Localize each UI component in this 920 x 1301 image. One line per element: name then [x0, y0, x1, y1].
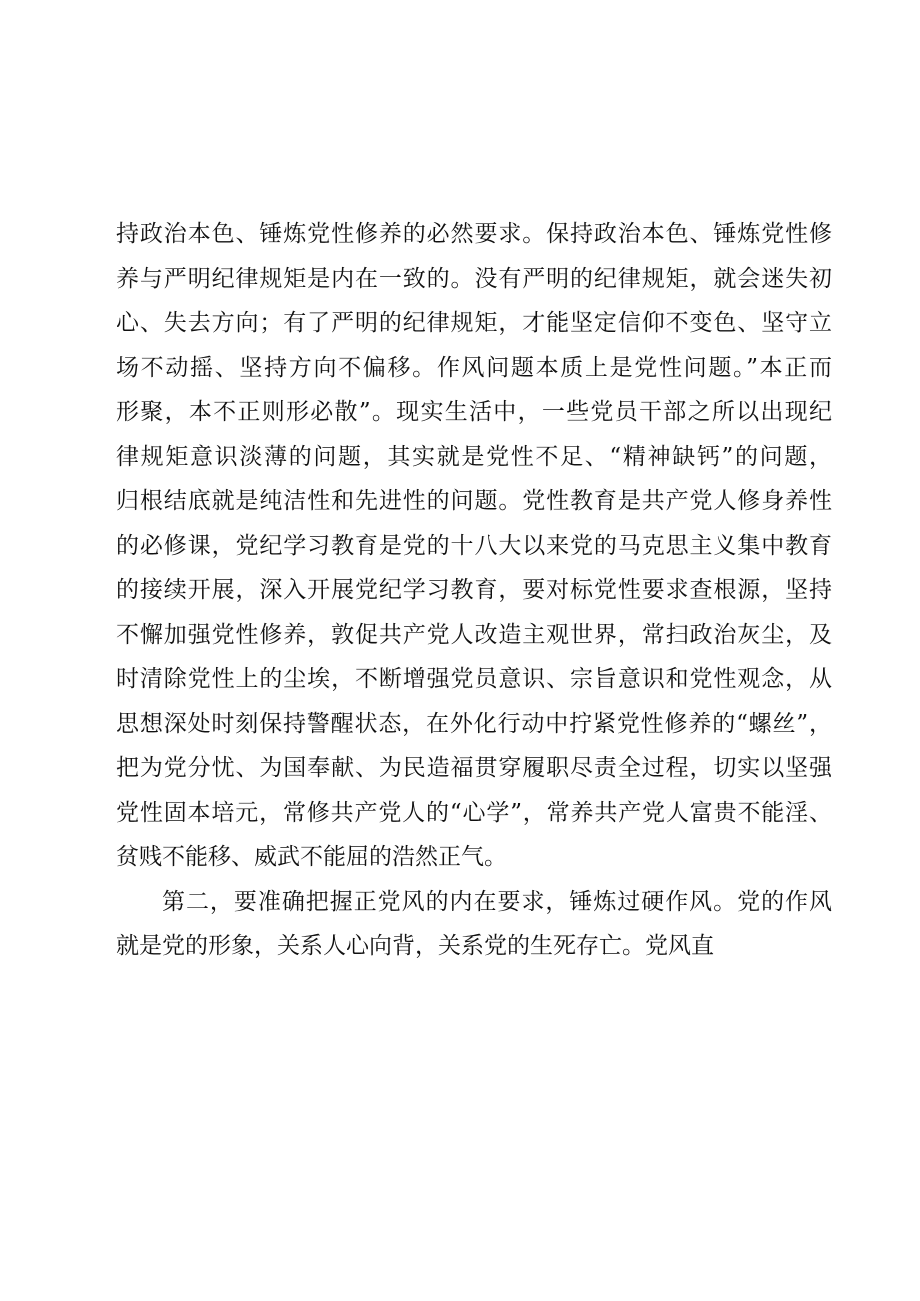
- text-line: 贫贱不能移、威武不能屈的浩然正气。: [116, 844, 507, 870]
- text-line: 律规矩意识淡薄的问题，其实就是党性不足、“精神缺钙”的问题，: [116, 443, 832, 470]
- text-line: 时清除党性上的尘埃，不断增强党员意识、宗旨意识和党性观念，从: [116, 666, 832, 692]
- text-line: 的必修课，党纪学习教育是党的十八大以来党的马克思主义集中教育: [116, 532, 832, 559]
- text-line: 就是党的形象，关系人心向背，关系党的生死存亡。党风直: [116, 933, 714, 959]
- text-line: 思想深处时刻保持警醒状态，在外化行动中拧紧党性修养的“螺丝”，: [116, 710, 832, 737]
- paragraph-start-line: 第二，要准确把握正党风的内在要求，锤炼过硬作风。党的作风: [162, 888, 832, 915]
- text-line: 不懈加强党性修养，敦促共产党人改造主观世界，常扫政治灰尘，及: [116, 621, 832, 648]
- text-line: 养与严明纪律规矩是内在一致的。没有严明的纪律规矩，就会迷失初: [116, 265, 832, 292]
- text-line: 的接续开展，深入开展党纪学习教育，要对标党性要求查根源，坚持: [116, 577, 832, 603]
- text-line: 心、失去方向；有了严明的纪律规矩，才能坚定信仰不变色、坚守立: [116, 310, 832, 336]
- text-line: 党性固本培元，常修共产党人的“心学”，常养共产党人富贵不能淫、: [116, 799, 832, 826]
- text-line: 场不动摇、坚持方向不偏移。作风问题本质上是党性问题。”本正而: [116, 354, 832, 381]
- text-line: 归根结底就是纯洁性和先进性的问题。党性教育是共产党人修身养性: [116, 488, 832, 514]
- text-line: 持政治本色、锤炼党性修养的必然要求。保持政治本色、锤炼党性修: [116, 221, 832, 247]
- text-line: 把为党分忧、为国奉献、为民造福贯穿履职尽责全过程，切实以坚强: [116, 755, 832, 781]
- text-line: 形聚，本不正则形必散”。现实生活中，一些党员干部之所以出现纪: [116, 399, 832, 425]
- body-text: [116, 212, 832, 969]
